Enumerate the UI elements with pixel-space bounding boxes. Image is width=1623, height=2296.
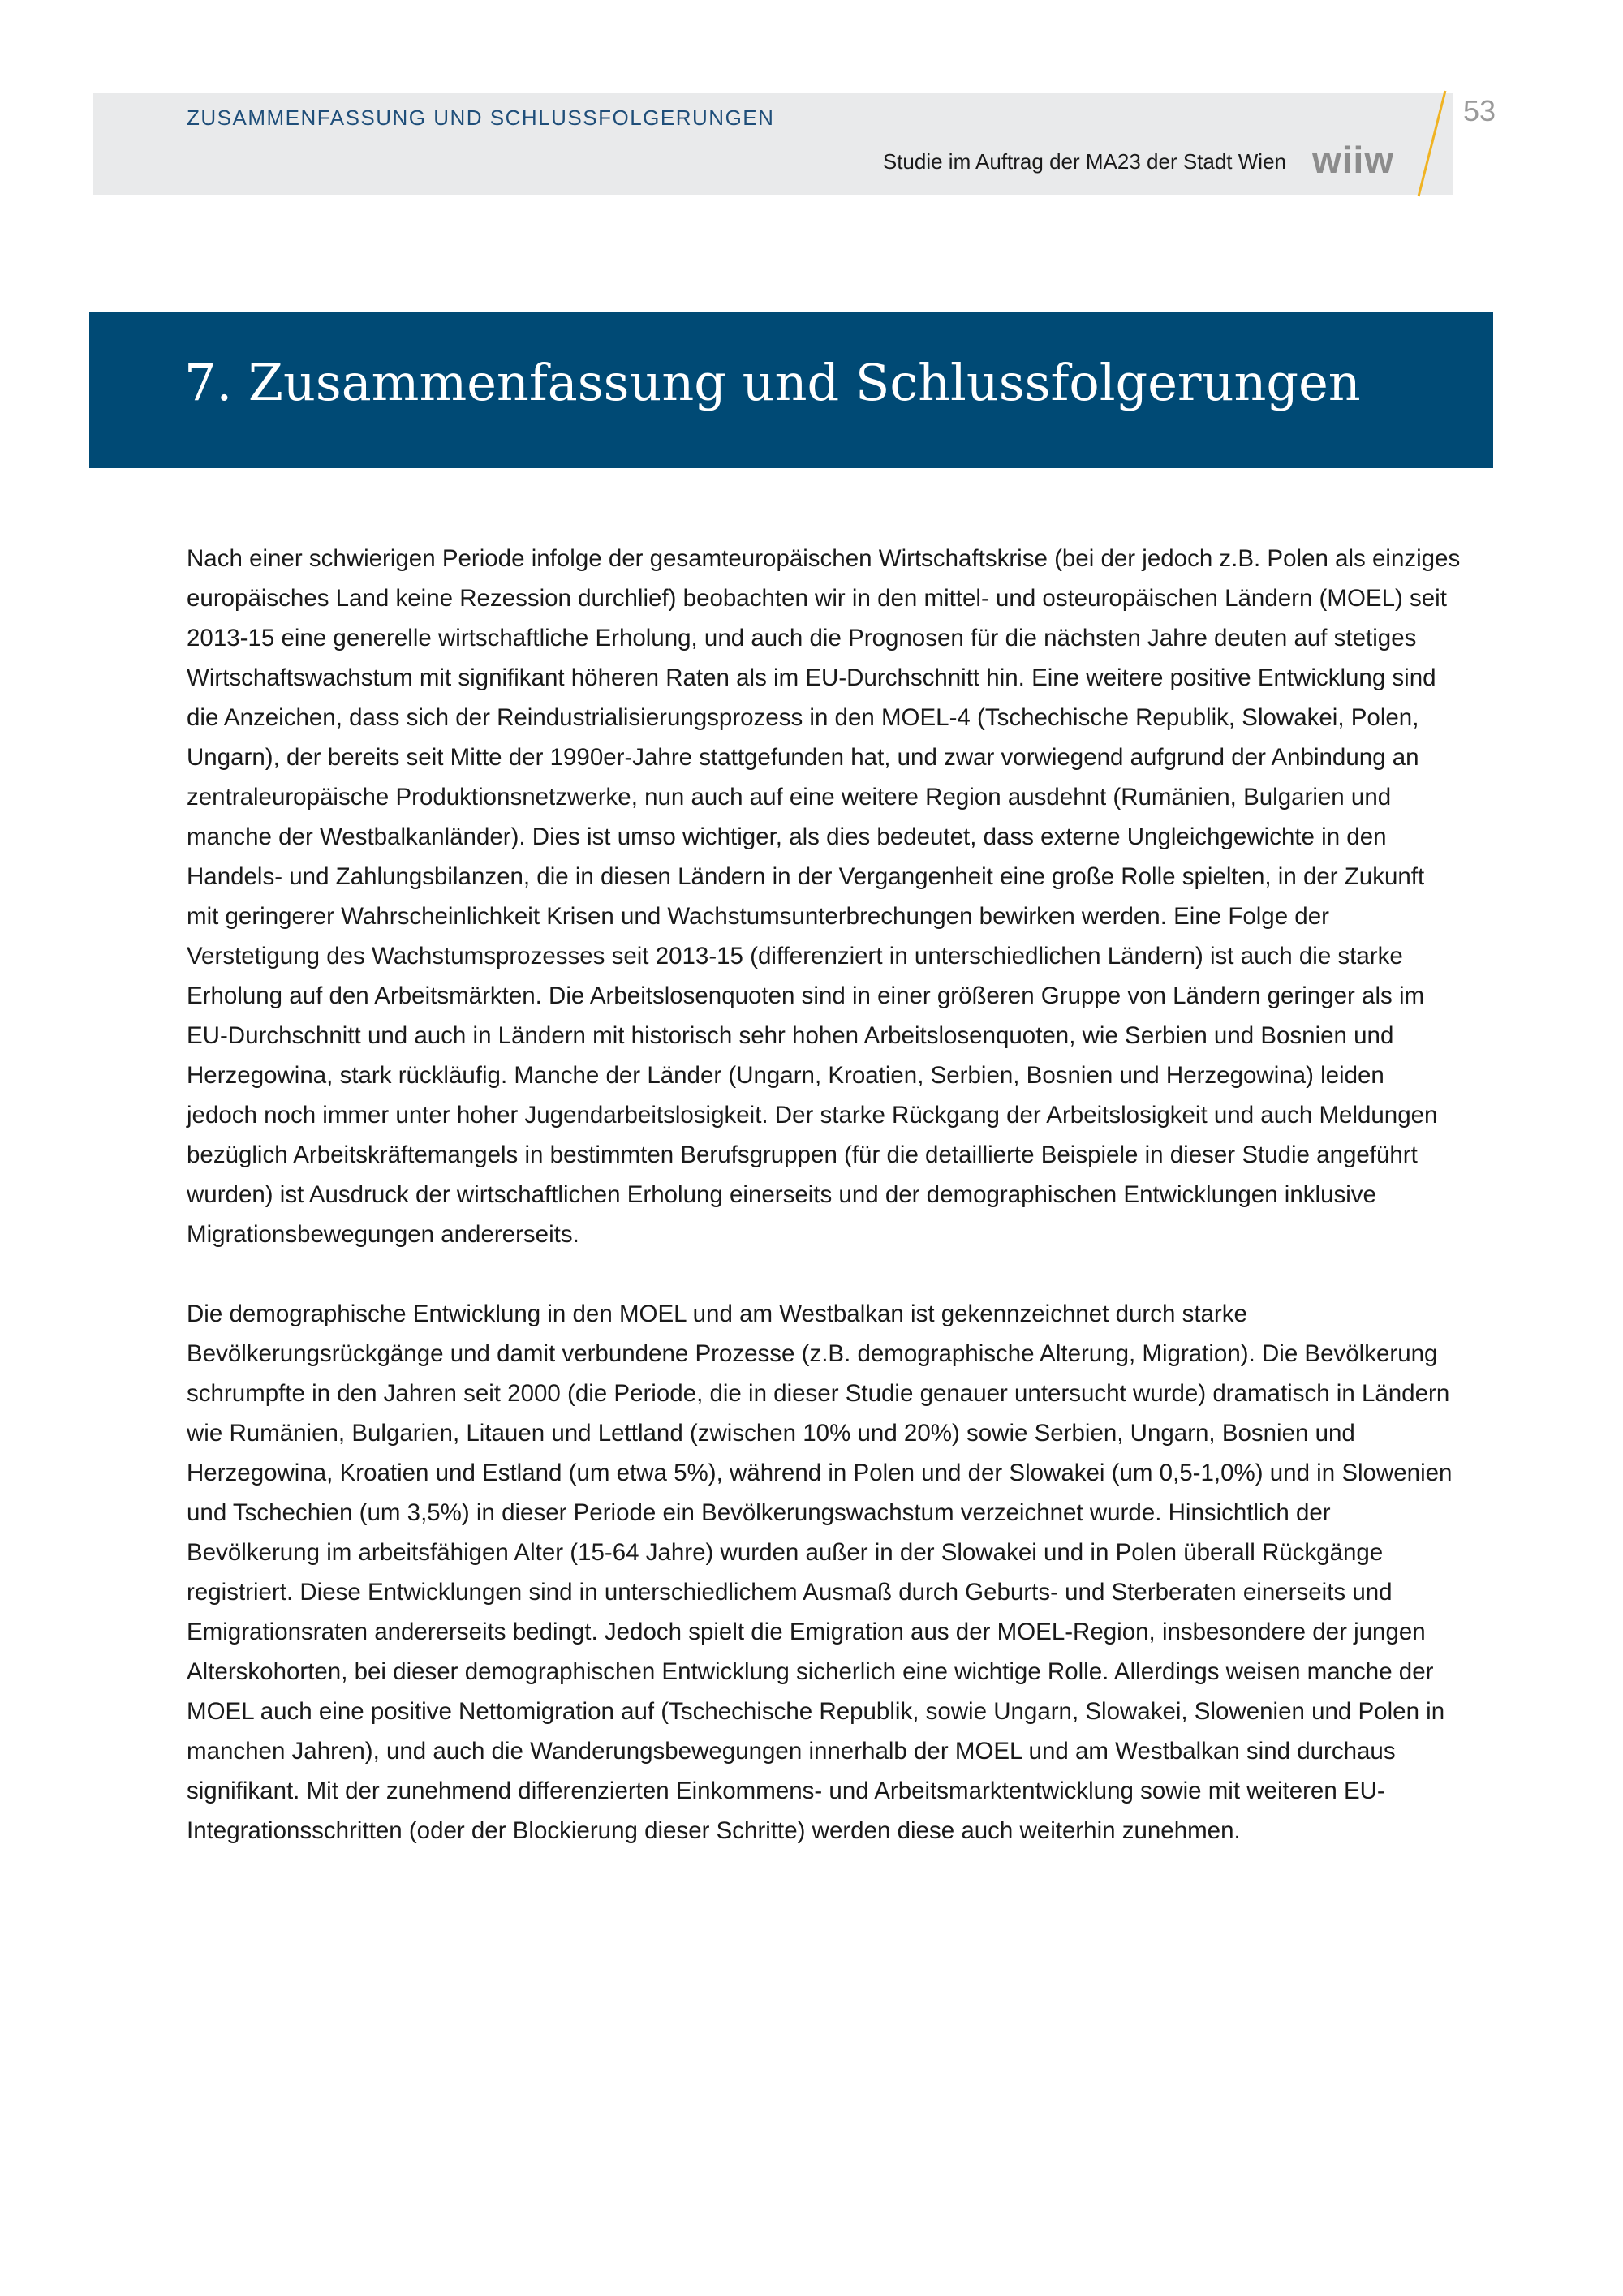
running-header-study-note: Studie im Auftrag der MA23 der Stadt Wien	[882, 149, 1286, 174]
body-text	[187, 539, 1461, 1890]
chapter-title: 7. Zusammenfassung und Schlussfolgerungen	[184, 353, 1361, 412]
chapter-banner	[89, 312, 1493, 468]
paragraph: Die demographische Entwicklung in den MOEL und am Westbalkan ist gekennzeichnet durch starke Bevölkerungsrückgänge und damit verbundene Prozesse (z.B. demographische Alterung, Migration). Die Bevölkerung schrumpfte in den Jahren seit 2000 (die Periode, die in dieser Studie genauer untersucht wurde) dramatisch in Ländern wie Rumänien, Bulgarien, Litauen und Lettland (zwischen 10% und 20%) sowie Serbien, Ungarn, Bosnien und Herzegowina, Kroatien und Estland (um etwa 5%), während in Polen und der Slowakei (um 0,5-1,0%) und in Slowenien und Tschechien (um 3,5%) in dieser Periode ein Bevölkerungswachstum verzeichnet wurde. Hinsichtlich der Bevölkerung im arbeitsfähigen Alter (15-64 Jahre) wurden außer in der Slowakei und in Polen überall Rückgänge registriert. Diese Entwicklungen sind in unterschiedlichem Ausmaß durch Geburts- und Sterberaten einerseits und Emigrationsraten andererseits bedingt. Jedoch spielt die Emigration aus der MOEL-Region, insbesondere der jungen Alterskohorten, bei dieser demographischen Entwicklung sicherlich eine wichtige Rolle. Allerdings weisen manche der MOEL auch eine positive Nettomigration auf (Tschechische Republik, sowie Ungarn, Slowakei, Slowenien und Polen in manchen Jahren), und auch die Wanderungsbewegungen innerhalb der MOEL und am Westbalkan sind durchaus signifikant. Mit der zunehmend differenzierten Einkommens- und Arbeitsmarktentwicklung sowie mit weiteren EU-Integrationsschritten (oder der Blockierung dieser Schritte) werden diese auch weiterhin zunehmen.	[187, 1301, 1453, 1844]
header-slash-icon	[1416, 89, 1449, 199]
running-header-section-title: ZUSAMMENFASSUNG UND SCHLUSSFOLGERUNGEN	[187, 105, 775, 130]
paragraph: Nach einer schwierigen Periode infolge der gesamteuropäischen Wirtschaftskrise (bei der jedoch z.B. Polen als einziges europäisches Land keine Rezession durchlief) beobachten wir in den mittel- und osteuropäischen Ländern (MOEL) seit 2013-15 eine generelle wirtschaftliche Erholung, und auch die Prognosen für die nächsten Jahre deuten auf stetiges Wirtschaftswachstum mit signifikant höheren Raten als im EU-Durchschnitt hin. Eine weitere positive Entwicklung sind die Anzeichen, dass sich der Reindustrialisierungsprozess in den MOEL-4 (Tschechische Republik, Slowakei, Polen, Ungarn), der bereits seit Mitte der 1990er-Jahre stattgefunden hat, und zwar vorwiegend aufgrund der Anbindung an zentraleuropäische Produktionsnetzwerke, nun auch auf eine weitere Region ausdehnt (Rumänien, Bulgarien und manche der Westbalkanländer). Dies ist umso wichtiger, als dies bedeutet, dass externe Ungleichgewichte in den Handels- und Zahlungsbilanzen, die in diesen Ländern in der Vergangenheit eine große Rolle spielten, in der Zukunft mit geringerer Wahrscheinlichkeit Krisen und Wachstumsunterbrechungen bewirken werden. Eine Folge der Verstetigung des Wachstumsprozesses seit 2013-15 (differenziert in unterschiedlichen Ländern) ist auch die starke Erholung auf den Arbeitsmärkten. Die Arbeitslosenquoten sind in einer größeren Gruppe von Ländern geringer als im EU-Durchschnitt und auch in Ländern mit historisch sehr hohen Arbeitslosenquoten, wie Serbien und Bosnien und Herzegowina, stark rückläufig. Manche der Länder (Ungarn, Kroatien, Serbien, Bosnien und Herzegowina) leiden jedoch noch immer unter hoher Jugendarbeitslosigkeit. Der starke Rückgang der Arbeitslosigkeit und auch Meldungen bezüglich Arbeitskräftemangels in bestimmten Berufsgruppen (für die detaillierte Beispiele in dieser Studie angeführt wurden) ist Ausdruck der wirtschaftlichen Erholung einerseits und der demographischen Entwicklungen inklusive Migrationsbewegungen andererseits.	[187, 545, 1461, 1248]
page-number: 53	[1463, 94, 1496, 127]
wiiw-logo: wiiw	[1312, 139, 1395, 181]
